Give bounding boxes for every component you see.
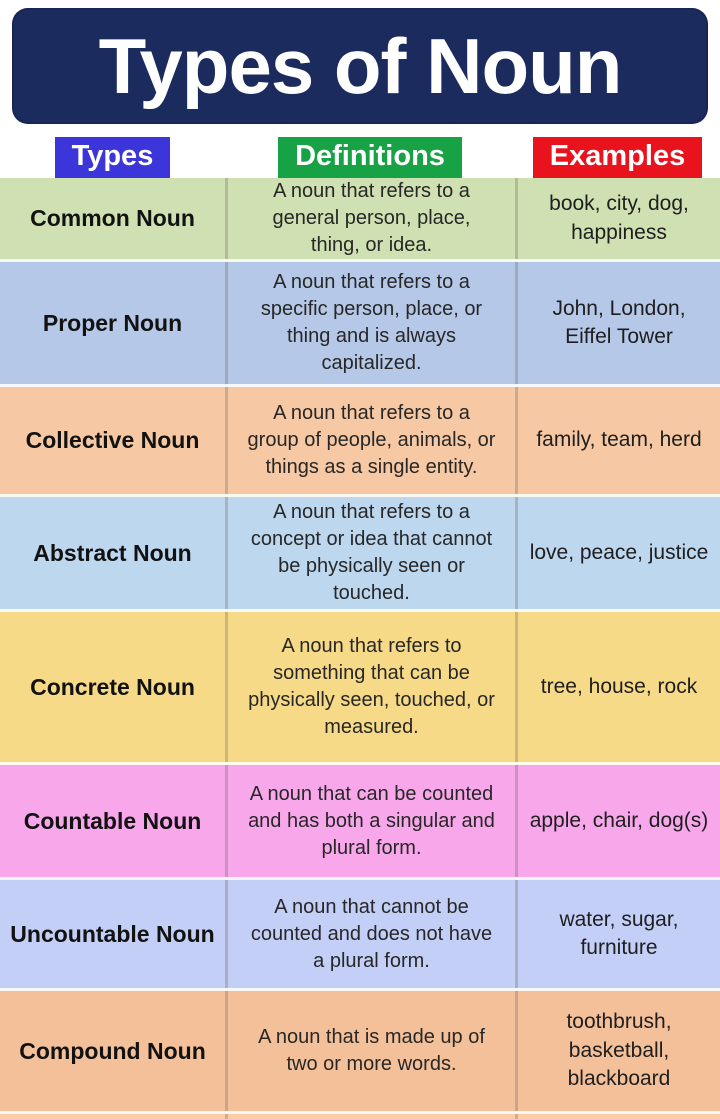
- noun-type: Common Noun: [30, 205, 195, 231]
- partial-cell: [515, 1114, 720, 1119]
- table-row-abstract-noun: [0, 497, 720, 612]
- noun-examples: love, peace, justice: [515, 497, 720, 609]
- header-cell-types: [0, 137, 225, 178]
- noun-examples: book, city, dog, happiness: [515, 178, 720, 259]
- noun-definition: A noun that refers to a general person, place, thing, or idea.: [225, 178, 515, 259]
- partial-next-row: [0, 1114, 720, 1119]
- noun-examples: apple, chair, dog(s): [515, 765, 720, 877]
- table-row-uncountable-noun: [0, 880, 720, 991]
- noun-definition: A noun that is made up of two or more words.: [225, 991, 515, 1111]
- table-row-common-noun: [0, 178, 720, 262]
- noun-type: Uncountable Noun: [10, 920, 215, 947]
- table-row-proper-noun: [0, 262, 720, 387]
- noun-examples: family, team, herd: [515, 387, 720, 494]
- noun-examples: John, London, Eiffel Tower: [515, 262, 720, 384]
- table-row-countable-noun: [0, 765, 720, 880]
- noun-type: Countable Noun: [23, 807, 202, 834]
- noun-definition: A noun that refers to a specific person, place, or thing and is always capitalized.: [225, 262, 515, 384]
- noun-definition: A noun that can be counted and has both a singular and plural form.: [225, 765, 515, 877]
- examples-header-badge: Examples: [533, 137, 702, 178]
- noun-type: Abstract Noun: [33, 539, 192, 566]
- partial-cell: [0, 1114, 225, 1119]
- header-cell-examples: [515, 137, 720, 178]
- noun-table: [0, 178, 720, 1119]
- types-header-badge: Types: [55, 137, 171, 178]
- page-title: Types of Noun: [98, 22, 622, 110]
- noun-type: Compound Noun: [19, 1037, 206, 1064]
- definitions-header-badge: Definitions: [278, 137, 462, 178]
- title-banner: [12, 8, 708, 124]
- table-row-compound-noun: [0, 991, 720, 1114]
- partial-cell: [225, 1114, 515, 1119]
- table-row-concrete-noun: [0, 612, 720, 765]
- noun-type: Proper Noun: [42, 309, 183, 336]
- noun-definition: A noun that cannot be counted and does not have a plural form.: [225, 880, 515, 988]
- noun-definition: A noun that refers to a group of people, animals, or things as a single entity.: [225, 387, 515, 494]
- table-row-collective-noun: [0, 387, 720, 497]
- column-headers: [0, 137, 720, 178]
- noun-examples: toothbrush, basketball, blackboard: [515, 991, 720, 1111]
- noun-type: Collective Noun: [25, 427, 200, 453]
- noun-type: Concrete Noun: [30, 673, 195, 700]
- header-cell-definitions: [225, 137, 515, 178]
- noun-examples: water, sugar, furniture: [515, 880, 720, 988]
- noun-definition: A noun that refers to something that can be physically seen, touched, or measured.: [225, 612, 515, 762]
- noun-definition: A noun that refers to a concept or idea that cannot be physically seen or touched.: [225, 497, 515, 609]
- noun-examples: tree, house, rock: [515, 612, 720, 762]
